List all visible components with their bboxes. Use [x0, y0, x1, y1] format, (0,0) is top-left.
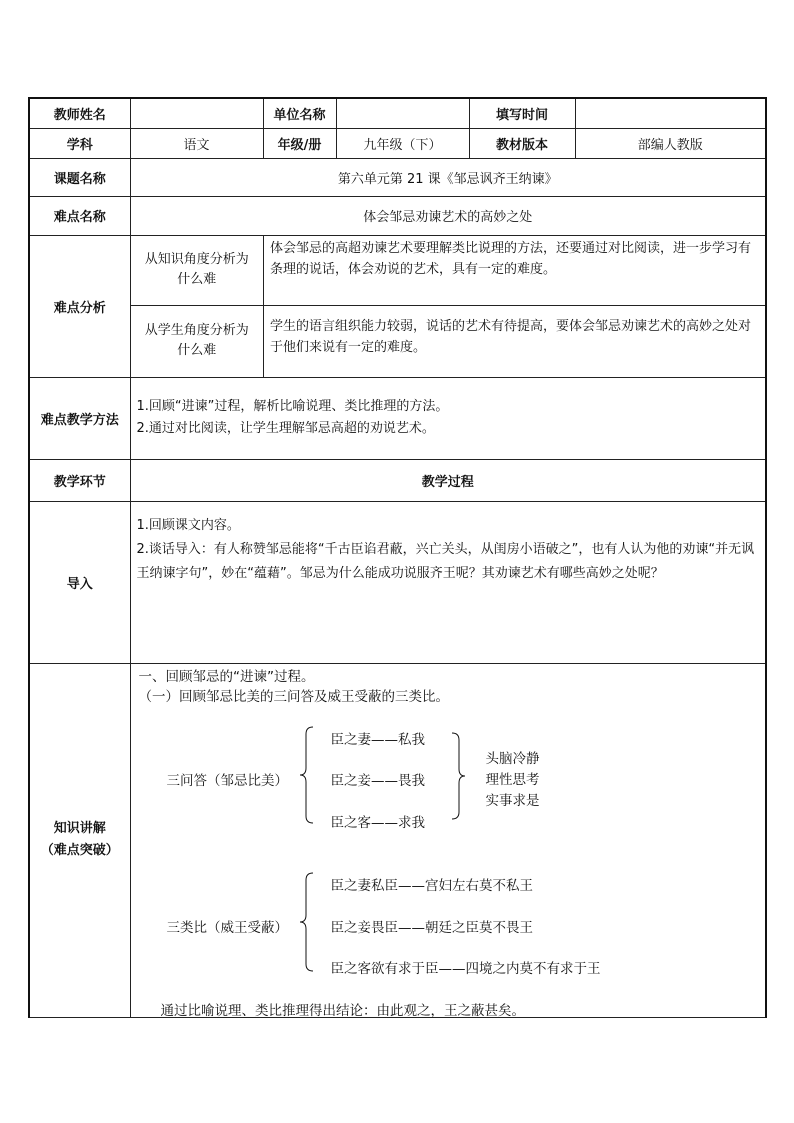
lesson-plan-table	[28, 97, 767, 1018]
difficulty-analysis-label: 难点分析	[29, 235, 130, 377]
student-angle-text: 学生的语言组织能力较弱，说话的艺术有待提高，要体会邹忌劝谏艺术的高妙之处对于他们来说有一定的难度。	[264, 306, 766, 377]
three-qa-item: 臣之妾——畏我	[330, 772, 425, 789]
intro-label: 导入	[29, 501, 130, 663]
three-qa-item: 臣之妻——私我	[330, 731, 425, 748]
student-angle-label-line2: 什么难	[177, 343, 217, 359]
subject-label: 学科	[29, 128, 130, 158]
student-angle-label-line1: 从学生角度分析为	[144, 323, 249, 339]
teaching-stage-header: 教学环节	[29, 459, 130, 501]
conclusion-item: 头脑冷静	[485, 750, 540, 767]
subject-value: 语文	[130, 128, 263, 158]
teaching-method-text	[130, 377, 766, 459]
grade-value: 九年级（下）	[336, 128, 469, 158]
analysis-subtable	[131, 236, 766, 377]
teaching-method-label: 难点教学方法	[29, 377, 130, 459]
grade-label: 年级/册	[263, 128, 336, 158]
three-qa-label: 三问答（邹忌比美）	[166, 772, 288, 789]
three-analogy-item: 臣之客欲有求于臣——四境之内莫不有求于王	[330, 960, 601, 977]
three-qa-item: 臣之客——求我	[330, 814, 425, 831]
difficulty-name-label: 难点名称	[29, 196, 130, 235]
lesson-title-label: 课题名称	[29, 158, 130, 196]
intro-line2: 2.谈话导入：有人称赞邹忌能将“千古臣谄君蔽，兴亡关头，从闺房小语破之”，也有人认为他的劝谏“并无讽王纳谏字句”，妙在“蕴藉”。邹忌为什么能成功说服齐王呢？其劝谏艺术有哪些高妙之处呢？	[136, 541, 755, 581]
three-analogy-brace-icon	[299, 872, 315, 972]
intro-text	[130, 501, 766, 663]
section-heading-2: （一）回顾邹忌比美的三问答及威王受蔽的三类比。	[138, 688, 449, 705]
knowledge-label	[29, 663, 130, 1017]
unit-name-value	[336, 98, 469, 128]
knowledge-angle-label-line2: 什么难	[177, 272, 217, 288]
lesson-title-value: 第六单元第 21 课《邹忌讽齐王纳谏》	[130, 158, 766, 196]
three-qa-brace-icon	[299, 726, 315, 824]
knowledge-angle-label-line1: 从知识角度分析为	[144, 252, 249, 268]
edition-label: 教材版本	[469, 128, 575, 158]
knowledge-label-line1: 知识讲解	[53, 821, 106, 836]
conclusion-brace-icon	[450, 732, 466, 820]
section-heading-1: 一、回顾邹忌的“进谏”过程。	[138, 668, 315, 685]
knowledge-angle-text: 体会邹忌的高超劝谏艺术要理解类比说理的方法，还要通过对比阅读，进一步学习有条理的说话，体会劝说的艺术，具有一定的难度。	[264, 236, 766, 306]
student-angle-label	[131, 306, 264, 377]
difficulty-name-value: 体会邹忌劝谏艺术的高妙之处	[130, 196, 766, 235]
edition-value: 部编人教版	[575, 128, 766, 158]
teaching-process-header: 教学过程	[130, 459, 766, 501]
teaching-method-line1: 1.回顾“进谏”过程，解析比喻说理、类比推理的方法。	[136, 399, 449, 414]
teacher-name-label: 教师姓名	[29, 98, 130, 128]
three-analogy-label: 三类比（威王受蔽）	[166, 919, 288, 936]
summary-text: 通过比喻说理、类比推理得出结论：由此观之，王之蔽甚矣。	[160, 1002, 525, 1019]
unit-name-label: 单位名称	[263, 98, 336, 128]
three-analogy-item: 臣之妾畏臣——朝廷之臣莫不畏王	[330, 919, 533, 936]
knowledge-label-line2: （难点突破）	[40, 843, 119, 858]
teacher-name-value	[130, 98, 263, 128]
fill-date-value	[575, 98, 766, 128]
conclusion-item: 实事求是	[485, 792, 540, 809]
knowledge-angle-label	[131, 236, 264, 306]
intro-line1: 1.回顾课文内容。	[136, 517, 240, 533]
conclusion-item: 理性思考	[485, 771, 540, 788]
three-analogy-item: 臣之妻私臣——宫妇左右莫不私王	[330, 877, 533, 894]
fill-date-label: 填写时间	[469, 98, 575, 128]
knowledge-content	[130, 663, 766, 1017]
teaching-method-line2: 2.通过对比阅读，让学生理解邹忌高超的劝说艺术。	[136, 421, 435, 436]
